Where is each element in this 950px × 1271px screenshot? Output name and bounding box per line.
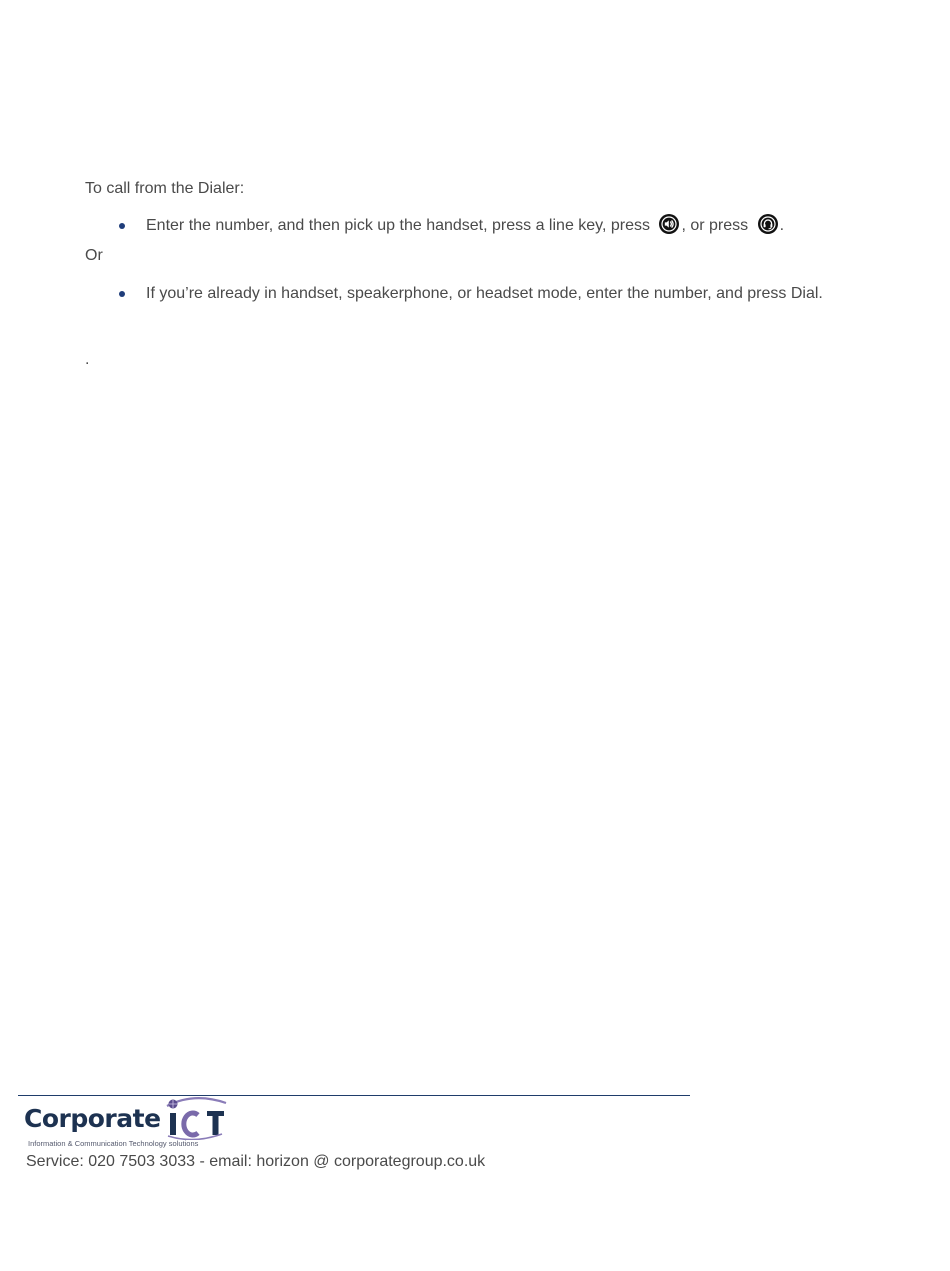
intro-text: To call from the Dialer: — [85, 180, 245, 197]
service-contact-line: Service: 020 7503 3033 - email: horizon @ corporategroup.co.uk — [26, 1153, 486, 1170]
bullet-text-part: , or press — [681, 217, 749, 234]
instruction-list-1 — [0, 215, 784, 237]
bullet-text: If you’re already in handset, speakerphone, or headset mode, enter the number, and press Dial. — [146, 285, 823, 302]
headset-icon — [757, 213, 779, 235]
bullet-text-part: Enter the number, and then pick up the handset, press a line key, press — [146, 217, 651, 234]
or-text: Or — [85, 247, 103, 264]
list-item — [0, 283, 823, 305]
speakerphone-icon — [658, 213, 680, 235]
logo-ict-mark — [164, 1096, 228, 1140]
trailing-dot: . — [85, 351, 90, 368]
bullet-text-part: . — [779, 217, 785, 234]
corporate-ict-logo — [24, 1096, 228, 1152]
instruction-list-2 — [0, 283, 823, 305]
bullet-icon — [119, 223, 125, 229]
bullet-icon — [119, 291, 125, 297]
list-item — [0, 215, 784, 237]
logo-tagline: Information & Communication Technology solutions — [28, 1139, 199, 1148]
logo-wordmark: Corporate — [24, 1104, 161, 1133]
